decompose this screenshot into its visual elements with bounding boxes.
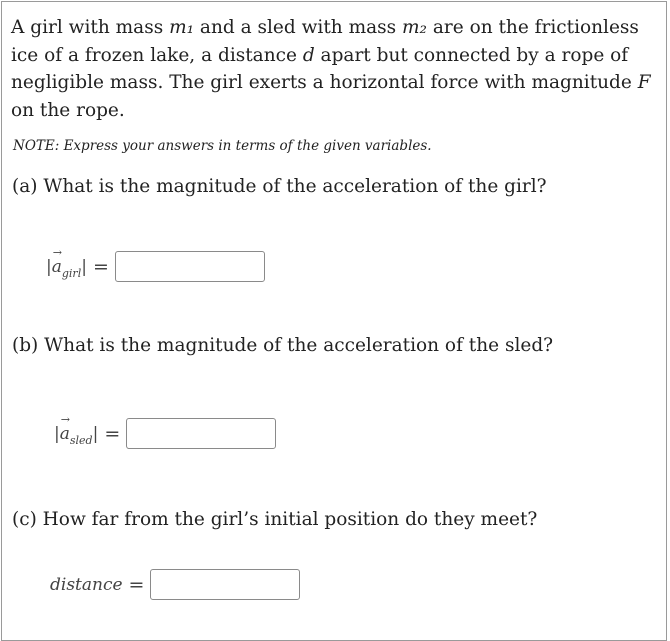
problem-text: on the rope.: [11, 99, 125, 121]
question-c: (c) How far from the girl’s initial position do they meet?: [12, 509, 538, 530]
problem-text: apart but connected by a rope of negligible mass. The girl exerts a horizontal force with magnitude: [11, 44, 638, 93]
note-text: NOTE: Express your answers in terms of the given variables.: [13, 138, 432, 154]
accel-symbol: a: [51, 256, 62, 277]
equals-sign: =: [92, 255, 109, 278]
accel-symbol: a: [59, 423, 70, 444]
answer-input-c[interactable]: [150, 569, 300, 600]
force-F: F: [637, 72, 651, 93]
equals-sign: =: [128, 573, 145, 596]
mass-m2: m₂: [402, 17, 427, 38]
vector-arrow: →: [60, 412, 70, 426]
answer-row-c: [50, 569, 300, 600]
answer-label-c: distance: [50, 574, 123, 595]
question-b: (b) What is the magnitude of the acceleration of the sled?: [12, 335, 554, 356]
vector-arrow: →: [52, 245, 62, 259]
problem-text: A girl with mass: [11, 17, 170, 38]
question-a: (a) What is the magnitude of the acceleration of the girl?: [12, 176, 547, 197]
answer-label-a: | → $a_{girl}|$: [46, 245, 87, 280]
answer-input-a[interactable]: [115, 251, 265, 282]
subscript-sled: sled: [69, 433, 93, 447]
question-panel: [1, 1, 667, 641]
answer-label-b: | → $a_{sled}|$: [54, 412, 99, 447]
problem-statement: [11, 14, 651, 124]
answer-row-b: [54, 412, 276, 449]
mass-m1: m₁: [169, 17, 195, 38]
answer-input-b[interactable]: [126, 418, 276, 449]
answer-row-a: [46, 245, 265, 282]
distance-d: d: [302, 44, 315, 66]
subscript-girl: girl: [61, 266, 82, 280]
equals-sign: =: [104, 422, 121, 445]
problem-text: are on the frictionless ice of a frozen lake, a distance: [11, 17, 639, 66]
problem-text: and a sled with mass: [194, 17, 403, 38]
